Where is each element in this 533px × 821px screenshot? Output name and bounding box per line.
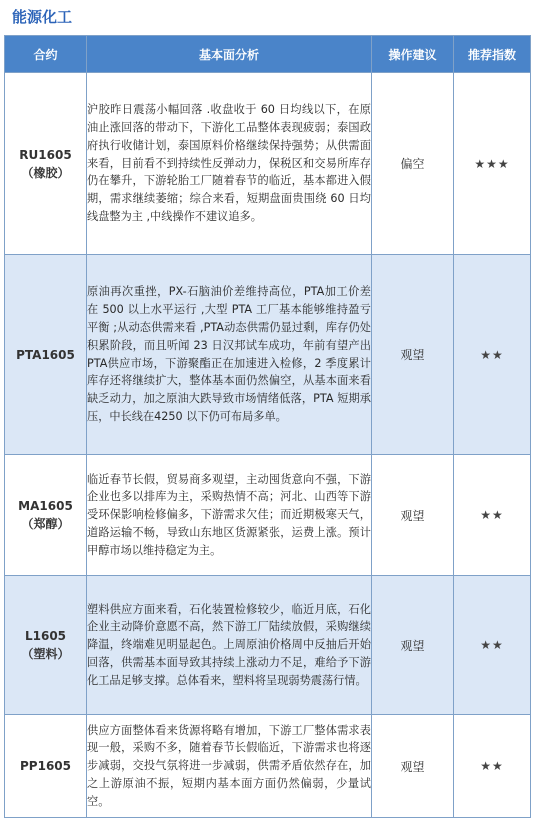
header-rating: 推荐指数: [454, 36, 531, 73]
analysis-cell: 供应方面整体看来货源将略有增加，下游工厂整体需求表现一般，采购不多，随着春节长假临近，下游需求也将逐步减弱，交投气氛将进一步减弱，供需矛盾依然存在，加之上游原油不振，短期内基本面方面仍然偏弱，少量试空。: [87, 715, 372, 818]
contract-code: RU1605: [19, 147, 72, 162]
table-row: [5, 255, 531, 455]
advice-cell: 偏空: [372, 73, 454, 255]
contract-name: （郑醇）: [21, 517, 70, 531]
analysis-cell: 沪胶昨日震荡小幅回落 .收盘收于 60 日均线以下，在原油止涨回落的带动下，下游化工品整体表现疲弱；泰国政府执行收储计划，泰国原料价格继续保持强势；从供需面来看，目前看不到持续性反弹动力，保税区和交易所库存仍在攀升，下游轮胎工厂随着春节的临近，基本都进入假期，需求继续萎缩；综合来看，短期盘面贵围绕 60 日均线盘整为主 ,中线操作不建议追多。: [87, 73, 372, 255]
header-analysis: 基本面分析: [87, 36, 372, 73]
advice-cell: 观望: [372, 576, 454, 715]
contract-code: MA1605: [18, 499, 73, 513]
contract-name: （橡胶）: [21, 165, 70, 180]
analysis-cell: 原油再次重挫，PX-石脑油价差维持高位，PTA加工价差在 500 以上水平运行 ,大型 PTA 工厂基本能够维持盈亏平衡 ;从动态供需来看 ,PTA动态供需仍显过剩，库存仍处积累阶段，而且听闻 23 日汉邦试车成功，年前有望产出 PTA供应市场，下游聚酯正在加速进入检修，2 季度累计库存还将继续扩大，整体基本面仍然偏空，从基本面来看缺乏动力，加之原油大跌导致市场情绪低落，PTA 短期承压，中长线在4250 以下仍可布局多单。: [87, 255, 372, 455]
table-row: [5, 73, 531, 255]
contract-code: L1605: [24, 629, 67, 643]
page-title: 能源化工: [12, 8, 73, 26]
analysis-cell: 临近春节长假，贸易商多观望，主动囤货意向不强，下游企业也多以排库为主，采购热情不高；河北、山西等下游受环保影响检修偏多，下游需求欠佳；而近期极寒天气，道路运输不畅，导致山东地区货源紧张，运费上涨。预计甲醇市场以维持稳定为主。: [87, 455, 372, 576]
table-row: [5, 455, 531, 576]
header-advice: 操作建议: [372, 36, 454, 73]
contract-cell: [5, 715, 87, 818]
advice-cell: 观望: [372, 715, 454, 818]
header-contract: 合约: [5, 36, 87, 73]
rating-stars: ★★: [454, 255, 531, 455]
advice-cell: 观望: [372, 255, 454, 455]
contract-cell: [5, 255, 87, 455]
futures-analysis-table: [4, 35, 531, 818]
analysis-cell: 塑料供应方面来看，石化装置检修较少，临近月底，石化企业主动降价意愿不高，然下游工厂陆续放假，采购继续降温，终端难见明显起色。上周原油价格周中反抽后开始回落，供需基本面导致其持续上涨动力不足，难给予下游化工品足够支撑。总体看来，塑料将呈现弱势震荡行情。: [87, 576, 372, 715]
rating-stars: ★★: [454, 715, 531, 818]
contract-cell: [5, 455, 87, 576]
contract-code: PP1605: [20, 759, 71, 773]
contract-name: （塑料）: [21, 647, 70, 661]
table-row: [5, 715, 531, 818]
rating-stars: ★★★: [454, 73, 531, 255]
rating-stars: ★★: [454, 576, 531, 715]
advice-cell: 观望: [372, 455, 454, 576]
contract-code: PTA1605: [16, 347, 75, 362]
table-row: [5, 576, 531, 715]
table-header-row: [5, 36, 531, 73]
contract-cell: [5, 576, 87, 715]
contract-cell: [5, 73, 87, 255]
rating-stars: ★★: [454, 455, 531, 576]
